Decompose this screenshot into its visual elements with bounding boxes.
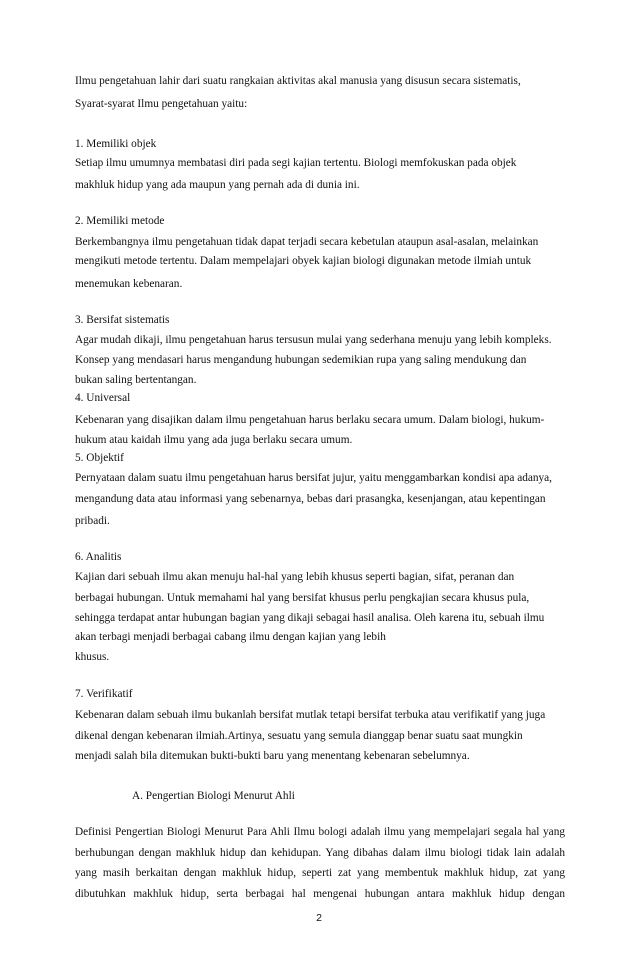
page-number: 2 [316,912,322,924]
section-line: makhluk hidup yang ada maupun yang pernah ada di dunia ini. [75,179,360,191]
section-line: menemukan kebenaran. [75,278,183,290]
section-line: Kebenaran dalam sebuah ilmu bukanlah bersifat mutlak tetapi bersifat terbuka atau verifikatif yang juga [75,709,546,721]
intro-line: Ilmu pengetahuan lahir dari suatu rangkaian aktivitas akal manusia yang disusun secara sistematis, [75,75,521,87]
intro-line: Syarat-syarat Ilmu pengetahuan yaitu: [75,98,248,110]
section-line: akan terbagi menjadi berbagai cabang ilmu dengan kajian yang lebih [75,631,386,643]
section-line: pribadi. [75,515,110,527]
section-heading: A. Pengertian Biologi Menurut Ahli [132,790,295,802]
section-line: sehingga terdapat antar hubungan bagian yang dikaji sebagai hasil analisa. Oleh karena itu, sebuah ilmu [75,612,545,624]
section-line: Berkembangnya ilmu pengetahuan tidak dapat terjadi secara kebetulan ataupun asal-asalan, melainkan [75,236,539,248]
definition-line: yang masih berkaitan dengan makhluk hidup, seperti zat yang membentuk makhluk hidup, zat yang [75,867,565,879]
section-line: menjadi salah bila ditemukan bukti-bukti baru yang menentang kebenaran sebelumnya. [75,750,470,762]
definition-line: Definisi Pengertian Biologi Menurut Para Ahli Ilmu bologi adalah ilmu yang mempelajari segala hal yang [75,826,565,838]
definition-line: dibutuhkan makhluk hidup, serta berbagai hal mengenai hubungan antara makhluk hidup dengan [75,888,565,900]
section-line: Kebenaran yang disajikan dalam ilmu pengetahuan harus berlaku secara umum. Dalam biologi, hukum- [75,414,545,426]
section-line: Kajian dari sebuah ilmu akan menuju hal-hal yang lebih khusus seperti bagian, sifat, peranan dan [75,571,515,583]
section-line: mengandung data atau informasi yang sebenarnya, bebas dari prasangka, kesenjangan, atau kepentingan [75,493,546,505]
section-line: khusus. [75,651,110,663]
section-title: 3. Bersifat sistematis [75,314,170,326]
section-title: 5. Objektif [75,452,124,464]
section-title: 1. Memiliki objek [75,138,157,150]
section-line: berbagai hubungan. Untuk memahami hal yang bersifat khusus perlu pengkajian secara khusus pula, [75,592,530,604]
section-line: Konsep yang mendasari harus mengandung hubungan sedemikian rupa yang saling mendukung dan [75,354,527,366]
section-line: Pernyataan dalam suatu ilmu pengetahuan harus bersifat jujur, yaitu menggambarkan kondisi apa adanya, [75,472,553,484]
section-title: 7. Verifikatif [75,688,133,700]
section-line: dikenal dengan kebenaran ilmiah.Artinya, sesuatu yang semula dianggap benar suatu saat mungkin [75,730,523,742]
section-line: bukan saling bertentangan. [75,374,197,386]
section-title: 6. Analitis [75,551,122,563]
section-line: mengikuti metode tertentu. Dalam mempelajari obyek kajian biologi digunakan metode ilmiah untuk [75,255,532,267]
section-title: 4. Universal [75,392,131,404]
section-line: Setiap ilmu umumnya membatasi diri pada segi kajian tertentu. Biologi memfokuskan pada objek [75,157,517,169]
section-title: 2. Memiliki metode [75,215,165,227]
section-line: Agar mudah dikaji, ilmu pengetahuan harus tersusun mulai yang sederhana menuju yang lebih kompleks. [75,334,552,346]
definition-line: berhubungan dengan makhluk hidup dan kehidupan. Yang dibahas dalam ilmu biologi tidak lain adalah [75,847,565,859]
section-line: hukum atau kaidah ilmu yang ada juga berlaku secara umum. [75,434,353,446]
